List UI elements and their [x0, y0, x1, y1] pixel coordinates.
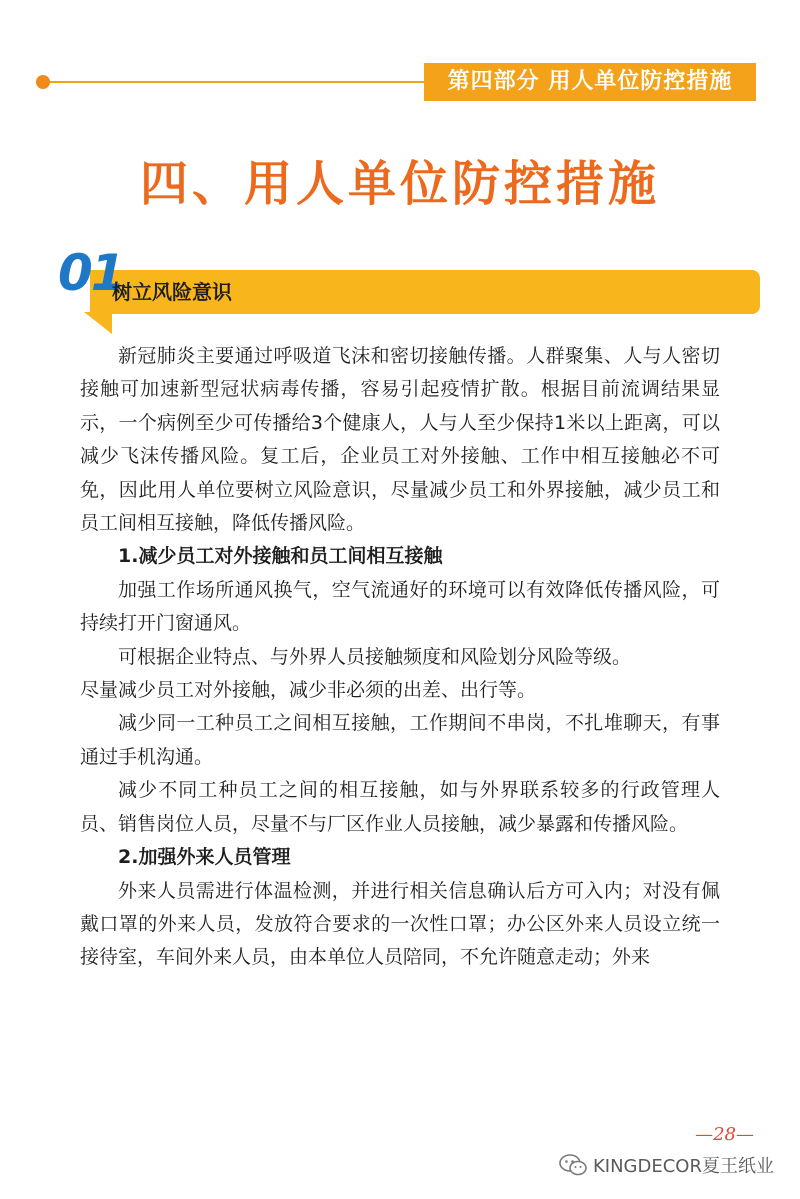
- section-tag: 第四部分 用人单位防控措施: [424, 63, 756, 101]
- paragraph-intro: 新冠肺炎主要通过呼吸道飞沫和密切接触传播。人群聚集、人与人密切接触可加速新型冠状病毒传播，容易引起疫情扩散。根据目前流调结果显示，一个病例至少可传播给3个健康人，人与人至少保持1米以上距离，可以减少飞沫传播风险。复工后，企业员工对外接触、工作中相互接触必不可免，因此用人单位要树立风险意识，尽量减少员工和外界接触，减少员工和员工间相互接触，降低传播风险。: [80, 345, 720, 535]
- subsection-banner-tail: [84, 312, 112, 334]
- body-text: [80, 340, 720, 975]
- page-number: —28—: [695, 1124, 754, 1145]
- header-rule: [44, 81, 424, 83]
- paragraph-ventilation: 加强工作场所通风换气，空气流通好的环境可以有效降低传播风险，可持续打开门窗通风。: [80, 578, 720, 635]
- header-rule-dot: [36, 75, 50, 89]
- subsection-title: 树立风险意识: [112, 280, 232, 304]
- paragraph-different-type: 减少不同工种员工之间的相互接触，如与外界联系较多的行政管理人员、销售岗位人员，尽量不与厂区作业人员接触，减少暴露和传播风险。: [80, 779, 720, 835]
- page-title: 四、用人单位防控措施: [139, 156, 660, 212]
- paragraph-visitors: 外来人员需进行体温检测，并进行相关信息确认后方可入内；对没有佩戴口罩的外来人员，发放符合要求的一次性口罩；办公区外来人员设立统一接待室，车间外来人员，由本单位人员陪同，不允许随意走动；外来: [80, 879, 720, 969]
- footer-watermark: [559, 1152, 774, 1178]
- wechat-icon: [559, 1154, 587, 1176]
- heading-visitor-management: 2.加强外来人员管理: [118, 846, 291, 869]
- paragraph-reduce-travel: 尽量减少员工对外接触，减少非必须的出差、出行等。: [80, 679, 537, 702]
- paragraph-same-type: 减少同一工种员工之间相互接触，工作期间不串岗，不扎堆聊天，有事通过手机沟通。: [80, 712, 720, 768]
- paragraph-risk-level: 可根据企业特点、与外界人员接触频度和风险划分风险等级。: [118, 645, 632, 668]
- footer-account-name: KINGDECOR夏王纸业: [592, 1156, 774, 1177]
- subsection-number: 01: [58, 244, 124, 302]
- heading-reduce-contact: 1.减少员工对外接触和员工间相互接触: [118, 545, 443, 568]
